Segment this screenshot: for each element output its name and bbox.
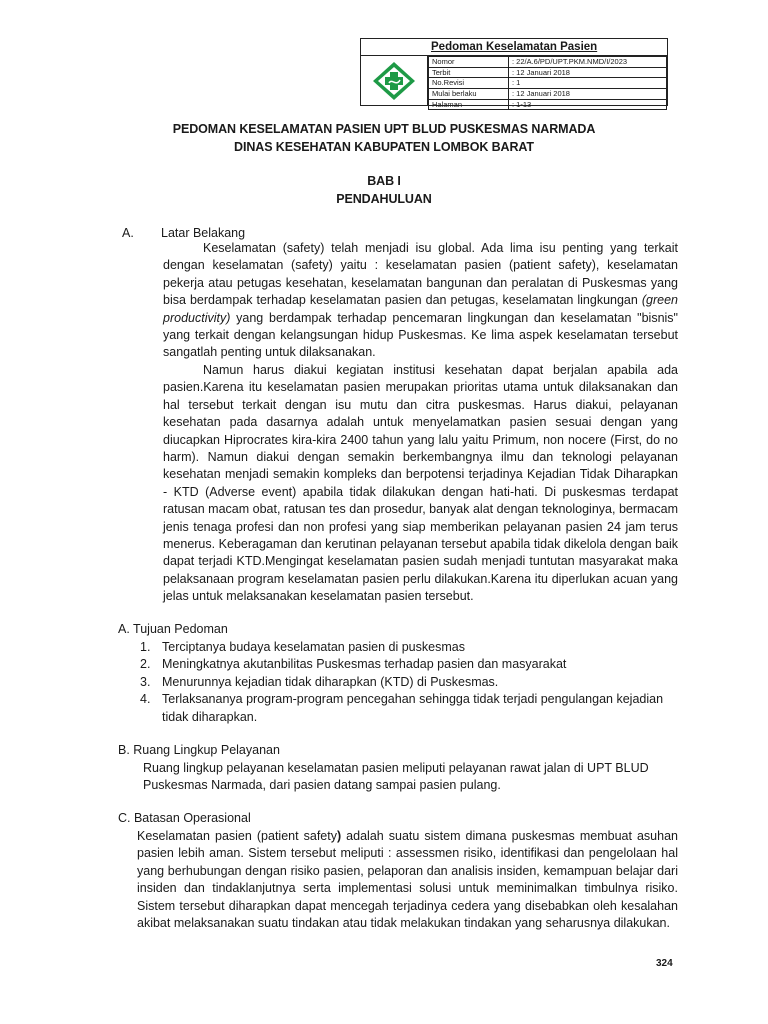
header-value: : 12 Januari 2018 [509,89,667,100]
header-row-revisi [429,78,667,89]
paragraph-latar-belakang-1: Keselamatan (safety) telah menjadi isu global. Ada lima isu penting yang terkait dengan keselamatan (safety) yaitu : keselamatan pasien (patient safety), keselamatan pekerja atau petugas kesehatan, keselamatan bangunan dan peralatan di Puskesmas yang bisa berdampak terhadap keselamatan pasien dan petugas, keselamatan lingkungan (green productivity) yang berdampak terhadap pencemaran lingkungan dan keselamatan "bisnis" yang terkait dengan kelangsungan hidup Puskesmas. Ke lima aspek keselamatan tersebut sangatlah penting untuk dilaksanakan. [163,241,678,360]
header-label: Mulai berlaku [429,89,509,100]
header-label: Nomor [429,57,509,68]
section-heading-batasan-operasional: C. Batasan Operasional [118,811,251,825]
paragraph-latar-belakang-2: Namun harus diakui kegiatan institusi kesehatan dapat berjalan apabila ada pasien.Karena itu keselamatan pasien merupakan prioritas utama untuk dilaksanakan dan hal tersebut terkait dengan isu mutu dan citra puskesmas. Harus diakui, pelayanan kesehatan pada dasarnya adalah untuk menyelamatkan pasien sesuai dengan yang diucapkan Hiprocrates kira-kira 2400 tahun yang lalu yaitu Primum, non nocere (First, do no harm). Namun diakui dengan semakin berkembangnya ilmu dan teknologi pelayanan kesehatan menjadi semakin kompleks dan berpotensi terjadinya Kejadian Tidak Diharapkan - KTD (Adverse event) apabila tidak dilakukan dengan hati-hati. Di puskesmas terdapat ratusan macam obat, ratusan tes dan prosedur, banyak alat dengan teknologinya, bermacam jenis tenaga profesi dan non profesi yang siap memberikan pelayanan pasien 24 jam terus menerus. Keberagaman dan kerutinan pelayanan tersebut apabila tidak dikelola dengan baik dapat terjadi KTD.Mengingat keselamatan pasien sudah menjadi tuntutan masyarakat maka pelaksanaan program keselamatan pasien perlu dilakukan.Karena itu diperlukan acuan yang jelas untuk melaksanakan keselamatan pasien tersebut. [163,363,678,604]
section-letter: A. [122,226,134,240]
list-item: 4. Terlaksananya program-program pencegahan sehingga tidak terjadi pengulangan kejadian tidak diharapkan. [140,692,664,724]
header-row-mulai-berlaku [429,89,667,100]
header-label: Terbit [429,67,509,78]
header-value: : 1-13 [509,99,667,110]
header-row-nomor [429,57,667,68]
tujuan-list [140,639,670,726]
list-item: 1. Terciptanya budaya keselamatan pasien di puskesmas [140,640,465,654]
puskesmas-logo [361,56,428,105]
puskesmas-logo-icon [372,61,416,101]
paragraph-batasan-operasional: Keselamatan pasien (patient safety) adalah suatu sistem dimana puskesmas membuat asuhan pasien lebih aman. Sistem tersebut meliputi : assessmen risiko, identifikasi dan pengelolaan hal yang berhubungan dengan risiko pasien, pelaporan dan analisis insiden, kemampuan belajar dari insiden dan tindaklanjutnya serta implementasi solusi untuk meminimalkan timbulnya risiko. Sistem tersebut diharapkan dapat mencegah terjadinya cedera yang disebabkan oleh kesalahan akibat melaksanakan suatu tindakan atau tidak melakukan tindakan yang seharusnya dilakukan. [137,829,678,931]
header-row-halaman [429,99,667,110]
section-heading-tujuan-pedoman: A. Tujuan Pedoman [118,622,228,636]
header-value: : 22/A.6/PD/UPT.PKM.NMD/I/2023 [509,57,667,68]
document-title-line-2: DINAS KESEHATAN KABUPATEN LOMBOK BARAT [234,140,534,154]
header-label: Halaman [429,99,509,110]
chapter-name: PENDAHULUAN [336,192,432,206]
section-heading-ruang-lingkup: B. Ruang Lingkup Pelayanan [118,743,280,757]
header-info-table [428,56,667,110]
header-value: : 12 Januari 2018 [509,67,667,78]
header-row-terbit [429,67,667,78]
header-title: Pedoman Keselamatan Pasien [361,39,667,56]
list-item: 2. Meningkatnya akutanbilitas Puskesmas terhadap pasien dan masyarakat [140,657,567,672]
section-heading-latar-belakang: Latar Belakang [161,226,246,240]
chapter-number: BAB I [367,174,401,188]
header-value: : 1 [509,78,667,89]
page-number: 324 [656,958,673,969]
list-item: 3. Menurunnya kejadian tidak diharapkan (KTD) di Puskesmas. [140,674,499,689]
document-title-line-1: PEDOMAN KESELAMATAN PASIEN UPT BLUD PUSKESMAS NARMADA [172,122,596,136]
paragraph-ruang-lingkup: Ruang lingkup pelayanan keselamatan pasien meliputi pelayanan rawat jalan di UPT BLUD Puskesmas Narmada, dari pasien datang sampai pasien pulang. [143,761,649,793]
header-label: No.Revisi [429,78,509,89]
document-header [360,38,668,109]
